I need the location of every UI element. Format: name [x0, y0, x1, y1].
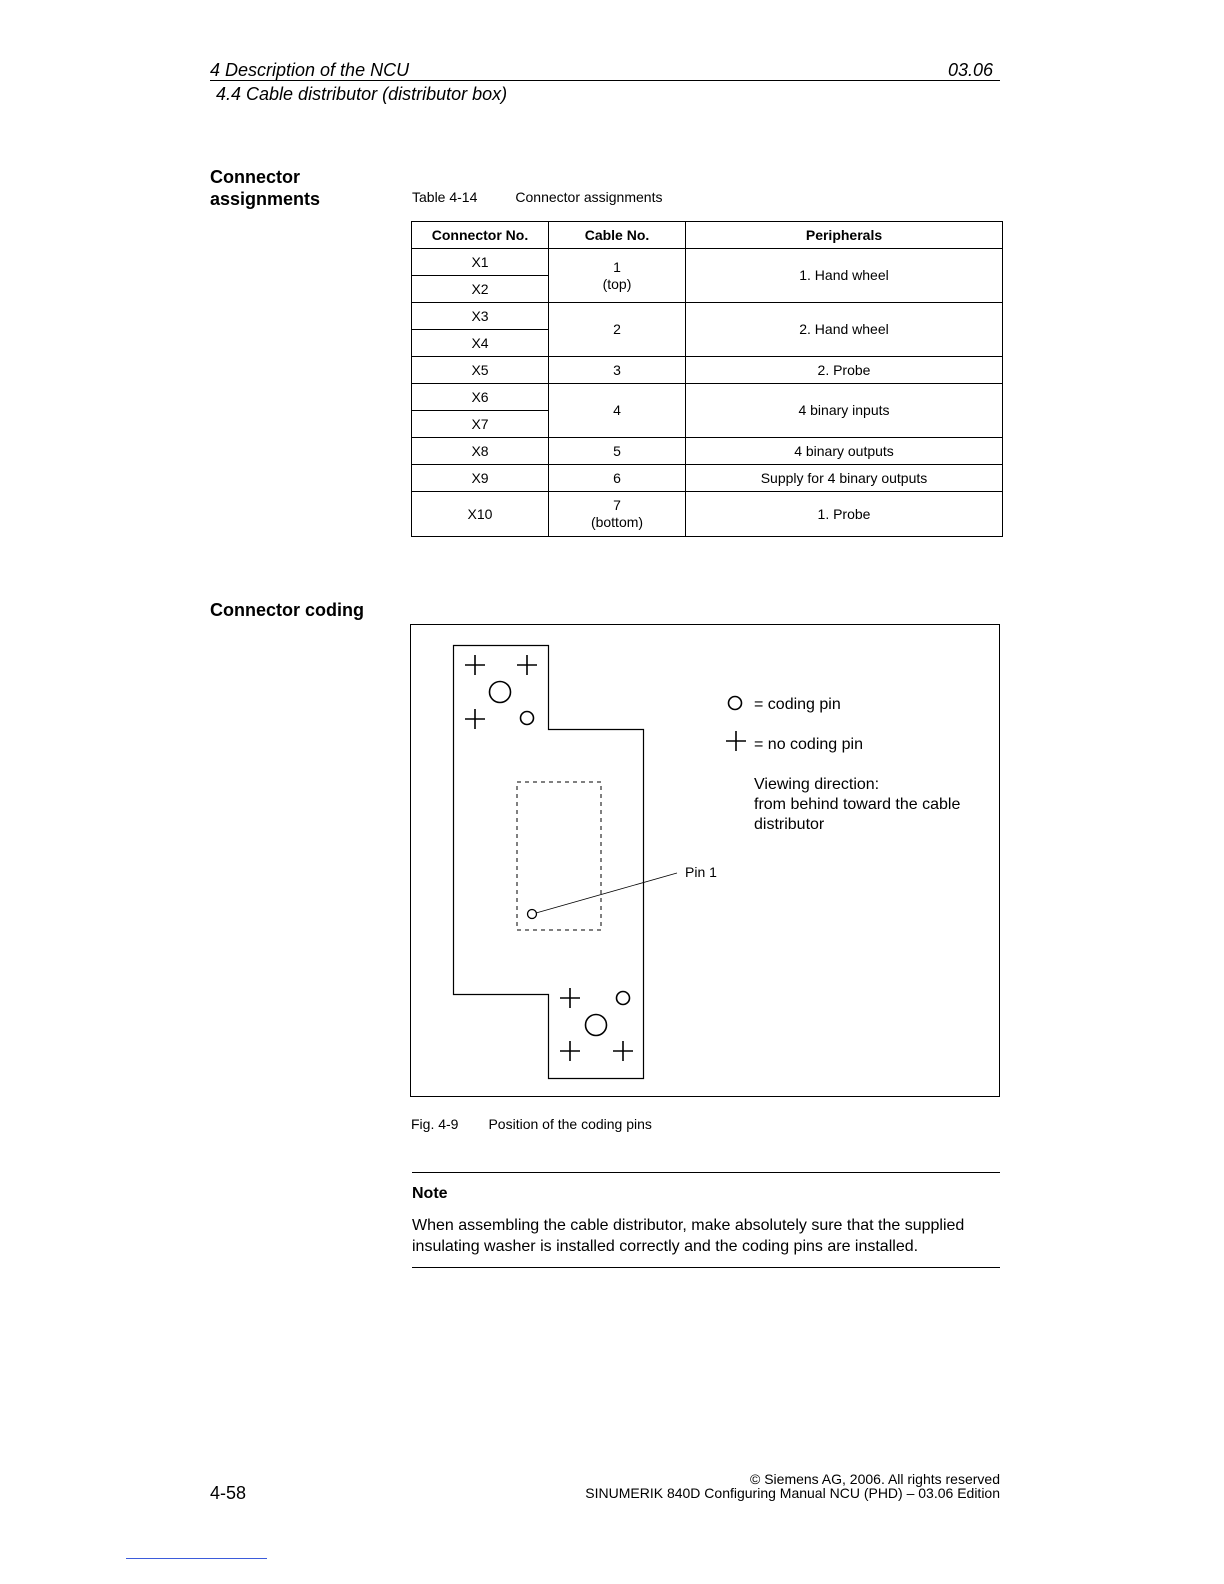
connector-outline — [454, 646, 644, 1079]
legend-no-coding-pin: = no coding pin — [754, 736, 863, 753]
connector-cell: X1 — [412, 249, 549, 276]
peripheral-cell: Supply for 4 binary outputs — [686, 465, 1003, 492]
footer-manual: SINUMERIK 840D Configuring Manual NCU (PHD) – 03.06 Edition — [585, 1485, 1000, 1501]
header-cable-no: Cable No. — [549, 222, 686, 249]
plus-icon — [517, 655, 537, 675]
side-heading-line1: Connector — [210, 167, 300, 187]
table-row — [412, 438, 1003, 465]
coding-pin-icon — [617, 992, 630, 1005]
pin1-leader-line — [536, 873, 677, 913]
note-title: Note — [412, 1185, 448, 1202]
section-title: 4.4 Cable distributor (distributor box) — [216, 84, 508, 104]
edition-label: 03.06 — [948, 60, 994, 80]
table-row — [412, 357, 1003, 384]
peripheral-cell: 1. Hand wheel — [686, 249, 1003, 303]
legend-coding-pin-icon — [729, 697, 742, 710]
cable-number: 1 — [613, 258, 621, 275]
cable-cell — [549, 492, 686, 537]
figure-caption — [411, 1116, 652, 1132]
cable-position: (bottom) — [590, 514, 644, 530]
header-rule — [210, 80, 1000, 81]
table-caption-number: Table 4-14 — [412, 189, 478, 205]
cable-number: 7 — [613, 497, 621, 513]
figure-caption-number: Fig. 4-9 — [411, 1116, 459, 1132]
connector-cell: X10 — [412, 492, 549, 537]
table-header-row — [412, 222, 1003, 249]
table-row — [412, 492, 1003, 537]
header-peripherals: Peripherals — [686, 222, 1003, 249]
peripheral-cell: 1. Probe — [686, 492, 1003, 537]
table-caption-title: Connector assignments — [515, 189, 663, 205]
footer-text — [585, 1472, 1000, 1500]
viewing-line: from behind toward the cable — [754, 796, 961, 813]
connector-table — [411, 221, 1003, 537]
plus-icon — [613, 1041, 633, 1061]
top-no-coding-pins — [465, 655, 537, 729]
legend-plus-icon — [726, 731, 746, 751]
peripheral-cell: 2. Probe — [686, 357, 1003, 384]
connector-cell: X5 — [412, 357, 549, 384]
footer-copyright: © Siemens AG, 2006. All rights reserved — [750, 1471, 1000, 1487]
peripheral-cell: 2. Hand wheel — [686, 303, 1003, 357]
cable-cell: 4 — [549, 384, 686, 438]
table-row — [412, 249, 1003, 276]
contact-area — [517, 782, 601, 930]
cable-position: (top) — [602, 275, 632, 292]
large-circle-icon — [490, 682, 511, 703]
coding-figure — [410, 624, 1000, 1097]
plus-icon — [465, 655, 485, 675]
connector-cell: X4 — [412, 330, 549, 357]
viewing-direction — [754, 775, 960, 835]
connector-cell: X3 — [412, 303, 549, 330]
pin1-label: Pin 1 — [685, 864, 717, 880]
viewing-line: distributor — [754, 816, 825, 833]
connector-cell: X9 — [412, 465, 549, 492]
legend-coding-pin: = coding pin — [754, 696, 841, 713]
connector-cell: X2 — [412, 276, 549, 303]
coding-diagram — [411, 625, 999, 1096]
note-top-rule — [412, 1172, 1000, 1173]
figure-caption-title: Position of the coding pins — [488, 1116, 652, 1132]
coding-pin-icon — [521, 712, 534, 725]
bottom-no-coding-pins — [560, 988, 633, 1061]
header-connector-no: Connector No. — [412, 222, 549, 249]
peripheral-cell: 4 binary inputs — [686, 384, 1003, 438]
side-heading-assignments — [210, 166, 320, 210]
connector-cell: X8 — [412, 438, 549, 465]
connector-cell: X6 — [412, 384, 549, 411]
note-bottom-rule — [412, 1267, 1000, 1268]
note-text: When assembling the cable distributor, make absolutely sure that the supplied insulating washer is installed correctly and the coding pins are installed. — [412, 1217, 965, 1255]
cable-cell — [549, 249, 686, 303]
table-row — [412, 303, 1003, 330]
page-number: 4-58 — [210, 1483, 247, 1503]
table-row — [412, 384, 1003, 411]
plus-icon — [560, 1041, 580, 1061]
cable-cell: 2 — [549, 303, 686, 357]
table-caption — [412, 189, 662, 205]
bottom-link-rule — [126, 1558, 267, 1559]
viewing-line: Viewing direction: — [754, 776, 880, 793]
chapter-title: 4 Description of the NCU — [210, 60, 410, 80]
connector-cell: X7 — [412, 411, 549, 438]
plus-icon — [465, 709, 485, 729]
cable-cell: 6 — [549, 465, 686, 492]
side-heading-line2: assignments — [210, 189, 321, 209]
table-row — [412, 465, 1003, 492]
pin1-marker — [528, 910, 537, 919]
peripheral-cell: 4 binary outputs — [686, 438, 1003, 465]
cable-cell: 3 — [549, 357, 686, 384]
plus-icon — [560, 988, 580, 1008]
large-circle-icon — [586, 1015, 607, 1036]
side-heading-coding: Connector coding — [210, 600, 364, 620]
cable-cell: 5 — [549, 438, 686, 465]
